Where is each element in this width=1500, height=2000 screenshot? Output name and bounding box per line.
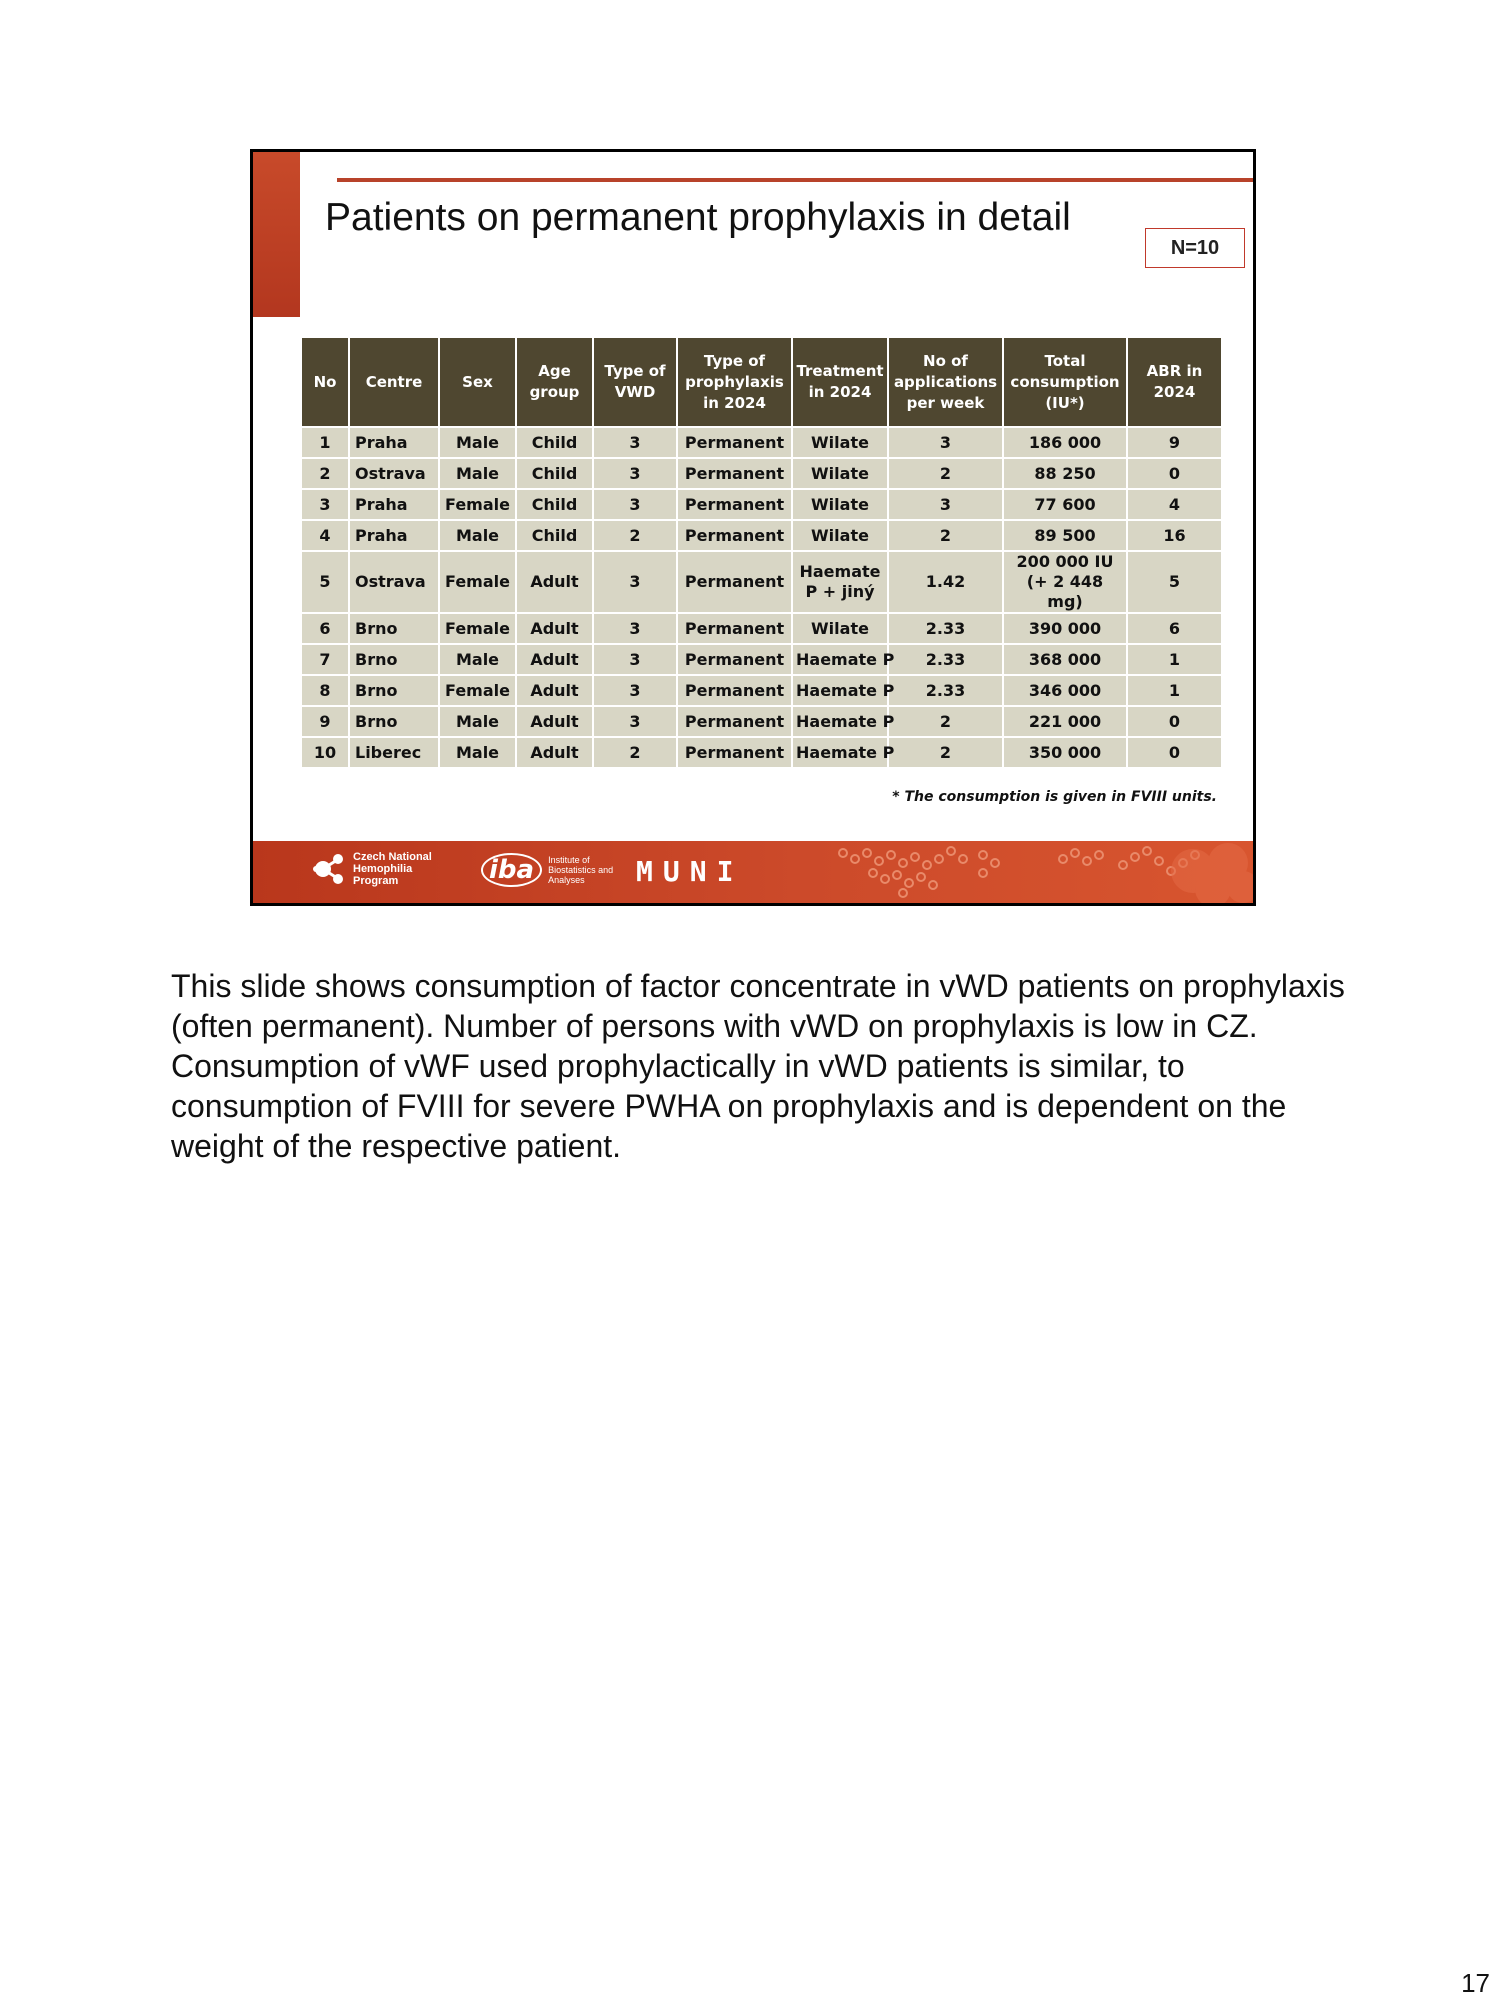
iba-logo [481,853,618,887]
table-cell: 1 [302,427,349,458]
sample-size-box: N=10 [1145,228,1245,268]
table-cell: 89 500 [1003,520,1127,551]
page-number: 17 [1461,1968,1490,1998]
table-row [302,644,1222,675]
table-cell: Brno [349,675,439,706]
table-cell: 3 [888,489,1003,520]
cnhp-logo [313,851,443,887]
table-cell: Child [516,489,593,520]
iba-logo-mark: iba [481,853,542,887]
table-cell: Permanent [677,427,792,458]
table-cell: Male [439,706,516,737]
table-cell: Brno [349,613,439,644]
table-cell: Haemate P [792,706,888,737]
table-cell: Wilate [792,520,888,551]
iba-logo-text: Institute of Biostatistics and Analyses [548,855,614,885]
table-cell: 0 [1127,458,1222,489]
column-header: Type of prophylaxis in 2024 [677,338,792,427]
table-cell: Wilate [792,613,888,644]
table-cell: 2.33 [888,675,1003,706]
table-cell: 3 [888,427,1003,458]
table-cell: 2 [888,520,1003,551]
consumption-footnote: * The consumption is given in FVIII units. [892,789,1217,805]
table-cell: Male [439,520,516,551]
table-cell: 6 [1127,613,1222,644]
table-row [302,613,1222,644]
table-row [302,458,1222,489]
table-cell: Haemate P [792,644,888,675]
table-cell: 221 000 [1003,706,1127,737]
table-cell: Female [439,613,516,644]
table-cell: 3 [302,489,349,520]
table-cell: Liberec [349,737,439,767]
table-cell: Permanent [677,737,792,767]
column-header: Sex [439,338,516,427]
table-row [302,737,1222,767]
table-cell: Praha [349,489,439,520]
table-cell: 0 [1127,706,1222,737]
table-cell: 1 [1127,644,1222,675]
table-cell: Wilate [792,489,888,520]
table-cell: Permanent [677,458,792,489]
table-cell: 1.42 [888,551,1003,613]
table-cell: 16 [1127,520,1222,551]
table-cell: Permanent [677,706,792,737]
slide-title: Patients on permanent prophylaxis in detail [325,196,1071,239]
table-cell: 3 [593,489,677,520]
column-header: No [302,338,349,427]
table-cell: 2.33 [888,613,1003,644]
table-cell: Permanent [677,613,792,644]
prophylaxis-table [302,338,1223,767]
table-cell: 3 [593,427,677,458]
table-cell: Permanent [677,551,792,613]
table-cell: Child [516,458,593,489]
table-cell: 2 [593,737,677,767]
cnhp-logo-text: Czech National Hemophilia Program [353,851,432,887]
table-row [302,520,1222,551]
table-cell: 350 000 [1003,737,1127,767]
table-cell: 2 [302,458,349,489]
table-cell: 3 [593,551,677,613]
table-cell: 5 [1127,551,1222,613]
column-header: Total consumption (IU*) [1003,338,1127,427]
table-cell: 368 000 [1003,644,1127,675]
speaker-notes: This slide shows consumption of factor concentrate in vWD patients on prophylaxis (often permanent). Number of persons with vWD on prophylaxis is low in CZ. Consumption of vWF used prophylactically in vWD patients is similar, to consumption of FVIII for severe PWHA on prophylaxis and is dependent on the weight of the respective patient. [171,968,1345,1164]
table-cell: 4 [302,520,349,551]
muni-logo: MUNI [636,855,744,888]
table-cell: 3 [593,706,677,737]
table-cell: 8 [302,675,349,706]
column-header: No of applications per week [888,338,1003,427]
slide-accent-bar [253,152,300,317]
table-cell: 186 000 [1003,427,1127,458]
table-cell: 77 600 [1003,489,1127,520]
table-cell: Wilate [792,427,888,458]
table-cell: Ostrava [349,551,439,613]
table-cell: Female [439,675,516,706]
table-cell: Child [516,520,593,551]
table-cell: Praha [349,427,439,458]
table-cell: 10 [302,737,349,767]
table-cell: Male [439,644,516,675]
table-cell: 7 [302,644,349,675]
table-cell: Male [439,737,516,767]
table-cell: Female [439,489,516,520]
column-header: Treatment in 2024 [792,338,888,427]
table-cell: Child [516,427,593,458]
table-cell: Permanent [677,489,792,520]
table-cell: 2.33 [888,644,1003,675]
table-row [302,675,1222,706]
table-cell: Permanent [677,675,792,706]
title-rule [337,178,1253,182]
table-cell: 88 250 [1003,458,1127,489]
table-cell: 9 [302,706,349,737]
table-cell: 346 000 [1003,675,1127,706]
table-cell: 2 [888,458,1003,489]
table-cell: 2 [593,520,677,551]
table-cell: Wilate [792,458,888,489]
table-cell: 4 [1127,489,1222,520]
slide [250,149,1256,906]
column-header: ABR in 2024 [1127,338,1222,427]
table-cell: Permanent [677,520,792,551]
table-header-row [302,338,1222,427]
table-cell: Adult [516,737,593,767]
table-cell: Brno [349,644,439,675]
table-cell: 2 [888,706,1003,737]
table-cell: Male [439,427,516,458]
table-cell: Ostrava [349,458,439,489]
table-cell: Haemate P [792,737,888,767]
table-cell: 3 [593,613,677,644]
table-cell: Adult [516,551,593,613]
table-cell: 9 [1127,427,1222,458]
table-cell: 2 [888,737,1003,767]
table-cell: 200 000 IU (+ 2 448 mg) [1003,551,1127,613]
table-row [302,551,1222,613]
table-cell: Brno [349,706,439,737]
table-cell: Adult [516,675,593,706]
column-header: Type of VWD [593,338,677,427]
table-cell: 0 [1127,737,1222,767]
table-cell: 5 [302,551,349,613]
table-cell: Haemate P [792,675,888,706]
table-cell: Male [439,458,516,489]
table-cell: 3 [593,644,677,675]
table-cell: Praha [349,520,439,551]
column-header: Centre [349,338,439,427]
dot-pattern-decoration [833,841,1253,903]
table-body [302,427,1222,767]
table-cell: 3 [593,675,677,706]
network-icon [313,852,347,886]
table-cell: Adult [516,613,593,644]
table-cell: Female [439,551,516,613]
table-cell: Adult [516,644,593,675]
table-row [302,706,1222,737]
column-header: Age group [516,338,593,427]
table-row [302,489,1222,520]
table-cell: Permanent [677,644,792,675]
table-row [302,427,1222,458]
table-cell: 390 000 [1003,613,1127,644]
table-cell: Adult [516,706,593,737]
slide-footer [253,841,1253,903]
table-cell: 6 [302,613,349,644]
table-cell: 1 [1127,675,1222,706]
table-cell: Haemate P + jiný [792,551,888,613]
table-cell: 3 [593,458,677,489]
